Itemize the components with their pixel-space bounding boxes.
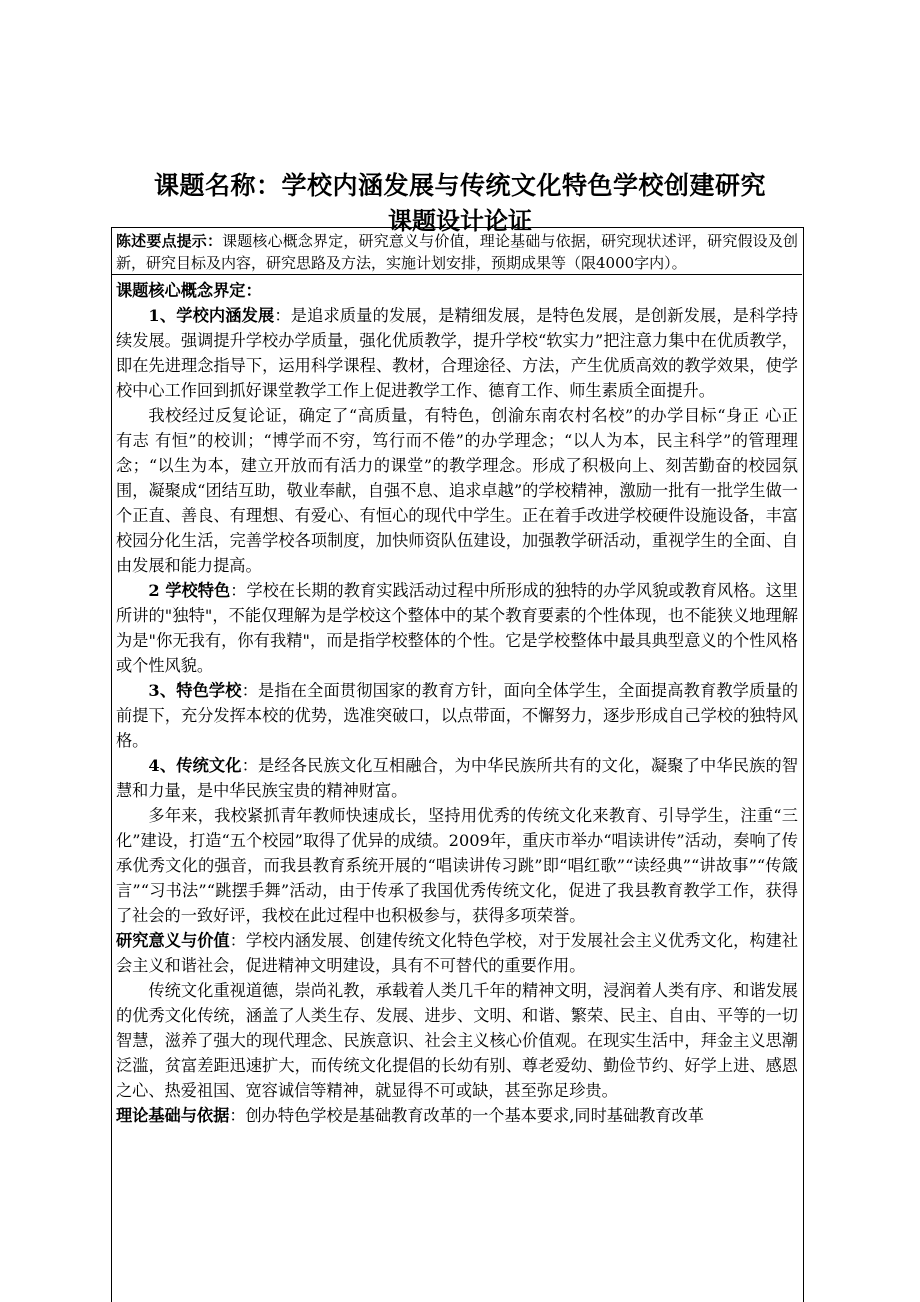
- term-label: 2 学校特色: [148, 581, 231, 600]
- term-label: 1、学校内涵发展: [148, 306, 275, 325]
- paragraph-culture-value: 传统文化重视道德，崇尚礼教，承载着人类几千年的精神文明，浸润着人类有序、和谐发展的优秀文化传统，涵盖了人类生存、发展、进步、文明、和谐、繁荣、民主、自由、平等的一切智慧，滋养了强大的现代理念、民族意识、社会主义核心价值观。在现实生活中，拜金主义思潮泛滥，贫富差距迅速扩大，而传统文化提倡的长幼有别、尊老爱幼、勤俭节约、好学上进、感恩之心、热爱祖国、宽容诚信等精神，就显得不可或缺，甚至弥足珍贵。: [116, 981, 798, 1100]
- paragraph-significance: [116, 928, 798, 978]
- hint-paragraph: [116, 230, 798, 274]
- section-text: ：学校内涵发展、创建传统文化特色学校，对于发展社会主义优秀文化，构建社会主义和谐社会，促进精神文明建设，具有不可替代的重要作用。: [116, 931, 799, 975]
- section-label: 研究意义与价值: [116, 931, 230, 950]
- paragraph-inner-development: [116, 303, 798, 403]
- term-label: 4、传统文化: [148, 756, 242, 775]
- page-title: 课题名称：学校内涵发展与传统文化特色学校创建研究: [153, 171, 766, 200]
- section-heading-concepts: 课题核心概念界定：: [116, 281, 262, 300]
- term-label: 3、特色学校: [148, 681, 242, 700]
- paragraph-school-feature: [116, 578, 798, 678]
- term-text: ：是指在全面贯彻国家的教育方针，面向全体学生，全面提高教育教学质量的前提下，充分发挥本校的优势，选准突破口，以点带面，不懈努力，逐步形成自己学校的独特风格。: [116, 681, 799, 750]
- hint-text: 课题核心概念界定，研究意义与价值，理论基础与依据，研究现状述评，研究假设及创新，研究目标及内容，研究思路及方法，实施计划安排，预期成果等（限4000字内）。: [116, 232, 798, 272]
- paragraph-feature-school: [116, 678, 798, 753]
- term-text: ：是追求质量的发展，是精细发展，是特色发展，是创新发展，是科学持续发展。强调提升学校办学质量，强化优质教学，提升学校“软实力”把注意力集中在优质教学，即在先进理念指导下，运用科学课程、教材，合理途径、方法，产生优质高效的教学效果，使学校中心工作回到抓好课堂教学工作上促进教学工作、德育工作、师生素质全面提升。: [116, 306, 799, 400]
- form-table: [111, 227, 804, 1302]
- paragraph-history: 多年来，我校紧抓青年教师快速成长，坚持用优秀的传统文化来教育、引导学生，注重“三化”建设，打造“五个校园”取得了优异的成绩。2009年，重庆市举办“唱读讲传”活动，奏响了传承优秀文化的强音，而我县教育系统开展的“唱读讲传习跳”即“唱红歌”“读经典”“讲故事”“传箴言”“习书法”“跳摆手舞”活动，由于传承了我国优秀传统文化，促进了我县教育教学工作，获得了社会的一致好评，我校在此过程中也积极参与，获得多项荣誉。: [116, 806, 798, 925]
- paragraph-theory: [116, 1103, 798, 1128]
- term-text: ：学校在长期的教育实践活动过程中所形成的独特的办学风貌或教育风格。这里所讲的"独特"，不能仅理解为是学校这个整体中的某个教育要素的个性体现，也不能狭义地理解为是"你无我有，你有我精"，而是指学校整体的个性。它是学校整体中最具典型意义的个性风格或个性风貌。: [116, 581, 798, 675]
- section-label: 理论基础与依据: [116, 1106, 230, 1125]
- section-text: ：创办特色学校是基础教育改革的一个基本要求,同时基础教育改革: [229, 1106, 704, 1125]
- paragraph-traditional-culture: [116, 753, 798, 803]
- hint-label: 陈述要点提示：: [116, 232, 223, 250]
- term-text: ：是经各民族文化互相融合，为中华民族所共有的文化，凝聚了中华民族的智慧和力量，是中华民族宝贵的精神财富。: [116, 756, 799, 800]
- page-subtitle: 课题设计论证: [388, 207, 532, 235]
- hint-cell: [112, 228, 802, 275]
- content-cell: [112, 276, 802, 1128]
- paragraph-school-goals: 我校经过反复论证，确定了“高质量，有特色，创渝东南农村名校”的办学目标“身正 心正 有志 有恒”的校训；“博学而不穷，笃行而不倦”的办学理念；“以人为本，民主科学”的管理理念；“以生为本，建立开放而有活力的课堂”的教学理念。形成了积极向上、刻苦勤奋的校园氛围，凝聚成“团结互助，敬业奉献，自强不息、追求卓越”的学校精神，激励一批有一批学生做一个正直、善良、有理想、有爱心、有恒心的现代中学生。正在着手改进学校硬件设施设备，丰富校园分化生活，完善学校各项制度，加快师资队伍建设，加强教学研活动，重视学生的全面、自由发展和能力提高。: [116, 406, 798, 575]
